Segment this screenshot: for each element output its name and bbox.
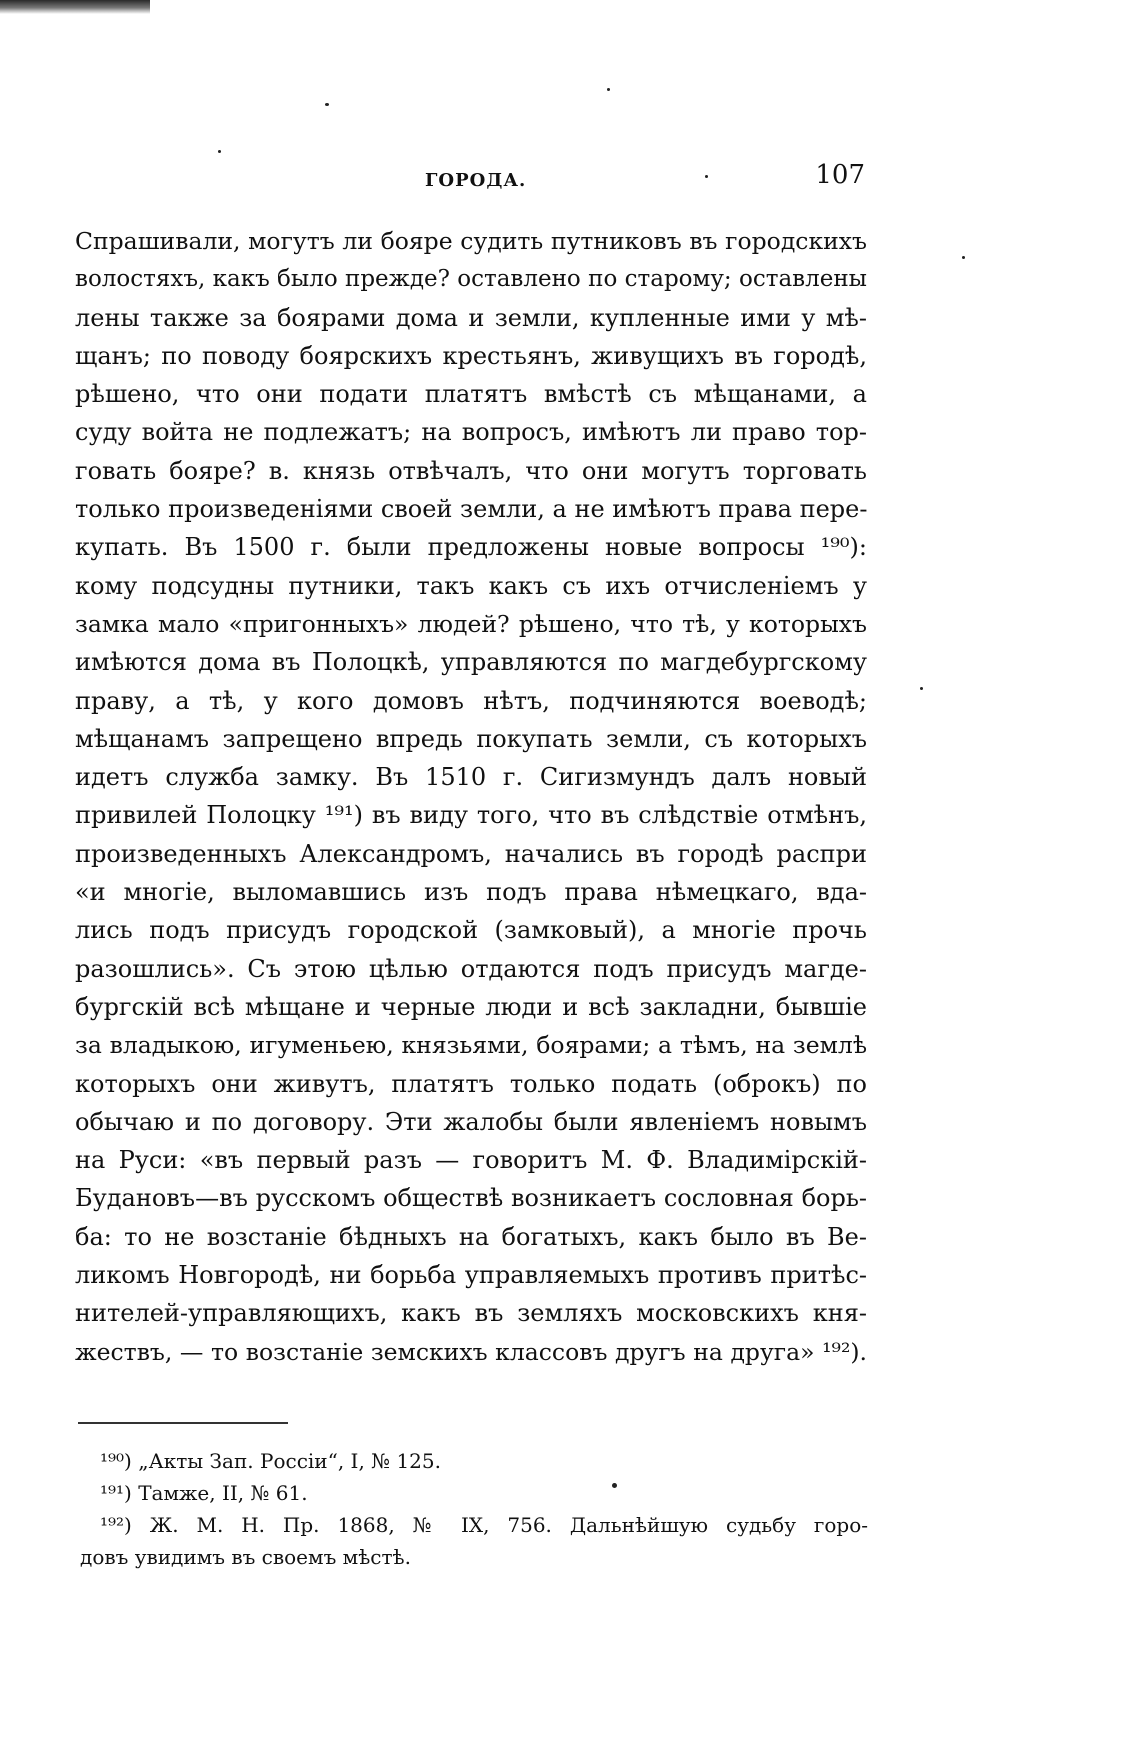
text-line: жествъ, — то возстаніе земскихъ классовъ другъ на друга» ¹⁹²). [75, 1337, 867, 1366]
text-line: бургскій всѣ мѣщане и черные люди и всѣ закладни, бывшіе [75, 992, 867, 1021]
scan-edge-shadow [0, 0, 150, 14]
text-line: рѣшено, что они подати платятъ вмѣстѣ съ мѣщанами, а [75, 380, 867, 409]
footnote-190: ¹⁹⁰) „Акты Зап. Россіи“, I, № 125. [100, 1449, 441, 1473]
text-line: праву, а тѣ, у кого домовъ нѣтъ, подчиняются воеводѣ; [75, 686, 867, 715]
body-text [75, 222, 867, 1371]
text-line: идетъ служба замку. Въ 1510 г. Сигизмундъ далъ новый [75, 763, 867, 792]
text-line: нителей-управляющихъ, какъ въ земляхъ московскихъ кня- [75, 1299, 867, 1328]
footnote-separator [78, 1422, 288, 1424]
text-line: Будановъ—въ русскомъ обществѣ возникаетъ сословная борь- [75, 1184, 867, 1213]
text-line: на Руси: «въ первый разъ — говоритъ М. Ф. Владимірскій- [75, 1146, 867, 1175]
scan-speck [607, 88, 610, 91]
text-line: обычаю и по договору. Эти жалобы были явленіемъ новымъ [75, 1107, 867, 1136]
page-number: 107 [815, 160, 865, 190]
running-head [75, 160, 865, 200]
text-line: говать бояре? в. князь отвѣчалъ, что они могутъ торговать [75, 456, 867, 485]
footnote-191: ¹⁹¹) Тамже, II, № 61. [100, 1481, 308, 1505]
text-line: ликомъ Новгородѣ, ни борьба управляемыхъ противъ притѣс- [75, 1261, 867, 1290]
scan-speck [218, 150, 221, 153]
text-line: «и многіе, выломавшись изъ подъ права нѣмецкаго, вда- [75, 878, 867, 907]
text-line: купать. Въ 1500 г. были предложены новые вопросы ¹⁹⁰): [75, 533, 867, 562]
scan-speck [325, 103, 329, 106]
text-line: волостяхъ, какъ было прежде? оставлено по старому; оставлены [75, 266, 867, 293]
text-line: лены также за боярами дома и земли, купленные ими у мѣ- [75, 303, 867, 332]
scan-speck [962, 256, 965, 259]
footnotes [80, 1445, 868, 1573]
text-line: замка мало «пригонныхъ» людей? рѣшено, что тѣ, у которыхъ [75, 609, 867, 638]
text-line: имѣются дома въ Полоцкѣ, управляются по магдебургскому [75, 648, 867, 677]
text-line: разошлись». Съ этою цѣлью отдаются подъ присудъ магде- [75, 954, 867, 983]
text-line: произведенныхъ Александромъ, начались въ городѣ распри [75, 839, 867, 868]
text-line: лись подъ присудъ городской (замковый), а многіе прочь [75, 916, 867, 945]
footnote-192: ¹⁹²) Ж. М. Н. Пр. 1868, № IX, 756. Дальнѣйшую судьбу горо- [100, 1513, 868, 1537]
text-line: привилей Полоцку ¹⁹¹) въ виду того, что въ слѣдствіе отмѣнъ, [75, 801, 867, 830]
text-line: щанъ; по поводу боярскихъ крестьянъ, живущихъ въ городѣ, [75, 341, 867, 370]
text-line: которыхъ они живутъ, платятъ только подать (оброкъ) по [75, 1069, 867, 1098]
text-line: ба: то не возстаніе бѣдныхъ на богатыхъ, какъ было въ Ве- [75, 1222, 867, 1251]
footnote-192-continuation: довъ увидимъ въ своемъ мѣстѣ. [80, 1545, 411, 1569]
text-line: за владыкою, игуменьею, князьями, боярами; а тѣмъ, на землѣ [75, 1031, 867, 1060]
text-line: кому подсудны путники, такъ какъ съ ихъ отчисленіемъ у [75, 571, 867, 600]
text-line: только произведеніями своей земли, а не имѣютъ права пере- [75, 495, 867, 524]
text-line: Спрашивали, могутъ ли бояре судить путниковъ въ городскихъ [75, 227, 867, 255]
text-line: мѣщанамъ запрещено впредь покупать земли, съ которыхъ [75, 724, 867, 753]
running-title: ГОРОДА. [425, 170, 527, 191]
text-line: суду войта не подлежатъ; на вопросъ, имѣютъ ли право тор- [75, 418, 867, 447]
scan-speck [920, 687, 923, 690]
